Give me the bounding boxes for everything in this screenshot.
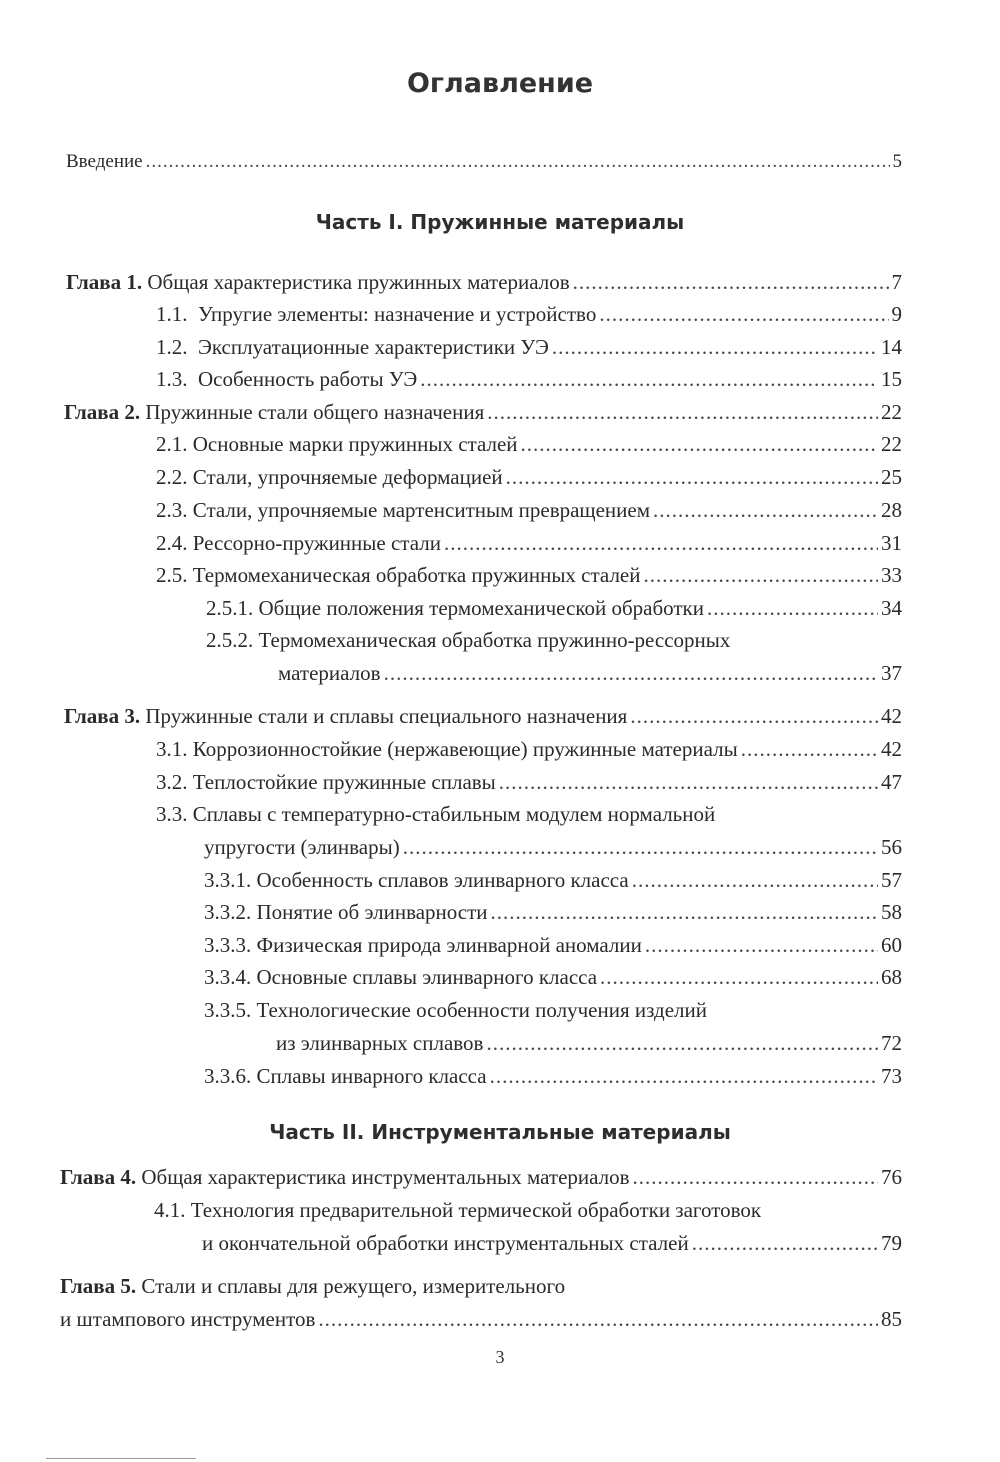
leader-dots <box>384 661 878 685</box>
leader-dots <box>521 432 878 456</box>
toc-entry-2-3[interactable] <box>156 498 902 522</box>
toc-entry-4-1-line1[interactable]: 4.1. Технология предварительной термической обработки заготовок <box>154 1198 762 1222</box>
toc-entry-4-1[interactable] <box>202 1231 902 1255</box>
toc-label: 3.3.2. Понятие об элинварности <box>204 900 488 924</box>
toc-label: 3.3.6. Сплавы инварного класса <box>204 1064 487 1088</box>
toc-label: 1.1. Упругие элементы: назначение и устройство <box>156 302 597 326</box>
leader-dots <box>653 498 878 522</box>
toc-entry-chapter-2[interactable] <box>64 400 902 424</box>
toc-label: из элинварных сплавов <box>276 1031 484 1055</box>
toc-page: 56 <box>881 835 902 859</box>
toc-page: 57 <box>881 868 902 892</box>
toc-label: Глава 3. Пружинные стали и сплавы специального назначения <box>64 704 628 728</box>
toc-page: 79 <box>881 1231 902 1255</box>
leader-dots <box>487 400 878 424</box>
toc-entry-3-3-5-line1[interactable]: 3.3.5. Технологические особенности получения изделий <box>204 998 707 1022</box>
toc-label: 3.3.4. Основные сплавы элинварного класса <box>204 965 598 989</box>
toc-entry-3-3-2[interactable] <box>204 900 902 924</box>
toc-page: 42 <box>881 704 902 728</box>
toc-page: 60 <box>881 933 902 957</box>
toc-entry-2-5-2[interactable] <box>278 661 902 685</box>
bottom-rule <box>46 1458 196 1459</box>
toc-label: 2.5.1. Общие положения термомеханической обработки <box>206 596 704 620</box>
toc-entry-3-1[interactable] <box>156 737 902 761</box>
toc-entry-2-4[interactable] <box>156 531 902 555</box>
leader-dots <box>506 465 878 489</box>
leader-dots <box>499 770 878 794</box>
toc-page: 9 <box>891 302 902 326</box>
toc-entry-3-3-5[interactable] <box>276 1031 902 1055</box>
leader-dots <box>444 531 878 555</box>
toc-page: 22 <box>881 432 902 456</box>
toc-page: 72 <box>881 1031 902 1055</box>
toc-page: 7 <box>891 270 902 294</box>
toc-entry-3-3[interactable] <box>204 835 902 859</box>
leader-dots <box>632 868 878 892</box>
toc-label: 1.3. Особенность работы УЭ <box>156 367 418 391</box>
leader-dots <box>318 1307 878 1331</box>
toc-page: 31 <box>881 531 902 555</box>
toc-label: 3.2. Теплостойкие пружинные сплавы <box>156 770 496 794</box>
leader-dots <box>420 367 878 391</box>
toc-label: 2.1. Основные марки пружинных сталей <box>156 432 518 456</box>
toc-page: 42 <box>881 737 902 761</box>
leader-dots <box>403 835 878 859</box>
toc-page: 85 <box>881 1307 902 1331</box>
leader-dots <box>645 933 878 957</box>
toc-label: упругости (элинвары) <box>204 835 400 859</box>
part-heading: Часть I. Пружинные материалы <box>315 210 685 234</box>
toc-entry-chapter-5[interactable] <box>60 1307 902 1331</box>
toc-page: 33 <box>881 563 902 587</box>
toc-entry-2-5-1[interactable] <box>206 596 902 620</box>
leader-dots <box>633 1165 878 1189</box>
toc-entry-3-3-6[interactable] <box>204 1064 902 1088</box>
toc-page: 22 <box>881 400 902 424</box>
toc-entry-2-2[interactable] <box>156 465 902 489</box>
toc-page: 34 <box>881 596 902 620</box>
toc-label: 3.3.3. Физическая природа элинварной аномалии <box>204 933 642 957</box>
toc-label: Глава 4. Общая характеристика инструментальных материалов <box>60 1165 630 1189</box>
toc-page: 73 <box>881 1064 902 1088</box>
leader-dots <box>741 737 878 761</box>
toc-label: Глава 2. Пружинные стали общего назначения <box>64 400 485 424</box>
toc-entry-chapter-3[interactable] <box>64 704 902 728</box>
toc-label: Глава 1. Общая характеристика пружинных материалов <box>66 270 570 294</box>
toc-page: 68 <box>881 965 902 989</box>
toc-label: 3.1. Коррозионностойкие (нержавеющие) пружинные материалы <box>156 737 738 761</box>
toc-label: 3.3.1. Особенность сплавов элинварного класса <box>204 868 629 892</box>
toc-entry-1-3[interactable] <box>156 367 902 391</box>
part-heading: Часть II. Инструментальные материалы <box>269 1120 731 1144</box>
leader-dots <box>486 1031 878 1055</box>
leader-dots <box>600 965 878 989</box>
leader-dots <box>599 302 888 326</box>
toc-label: 1.2. Эксплуатационные характеристики УЭ <box>156 335 549 359</box>
toc-entry-3-2[interactable] <box>156 770 902 794</box>
toc-entry-3-3-line1[interactable]: 3.3. Сплавы с температурно-стабильным модулем нормальной <box>156 802 716 826</box>
toc-entry-1-1[interactable] <box>156 302 902 326</box>
toc-entry-2-1[interactable] <box>156 432 902 456</box>
toc-entry-1-2[interactable] <box>156 335 902 359</box>
leader-dots <box>573 270 889 294</box>
toc-page: 15 <box>881 367 902 391</box>
toc-label: 2.2. Стали, упрочняемые деформацией <box>156 465 503 489</box>
toc-page: 47 <box>881 770 902 794</box>
toc-page: 37 <box>881 661 902 685</box>
toc-label: Введение <box>66 151 143 172</box>
toc-page: 5 <box>892 151 902 172</box>
page-number: 3 <box>495 1347 505 1367</box>
toc-entry-2-5[interactable] <box>156 563 902 587</box>
toc-entry-3-3-4[interactable] <box>204 965 902 989</box>
toc-entry-chapter-5-line1[interactable]: Глава 5. Стали и сплавы для режущего, измерительного <box>60 1274 566 1298</box>
leader-dots <box>552 335 878 359</box>
toc-label: и штампового инструментов <box>60 1307 316 1331</box>
toc-label: 2.4. Рессорно-пружинные стали <box>156 531 441 555</box>
toc-entry-chapter-1[interactable] <box>66 270 902 294</box>
leader-dots <box>692 1231 878 1255</box>
toc-label: 2.3. Стали, упрочняемые мартенситным превращением <box>156 498 651 522</box>
page-title: Оглавление <box>406 68 594 99</box>
toc-entry-3-3-3[interactable] <box>204 933 902 957</box>
toc-entry-3-3-1[interactable] <box>204 868 902 892</box>
leader-dots <box>643 563 878 587</box>
toc-label: материалов <box>278 661 381 685</box>
toc-entry-intro[interactable] <box>66 150 902 174</box>
toc-label: 2.5. Термомеханическая обработка пружинных сталей <box>156 563 641 587</box>
toc-page: 14 <box>881 335 902 359</box>
toc-page: 25 <box>881 465 902 489</box>
toc-entry-chapter-4[interactable] <box>60 1165 902 1189</box>
toc-entry-2-5-2-line1[interactable]: 2.5.2. Термомеханическая обработка пружинно-рессорных <box>206 628 731 652</box>
leader-dots <box>491 900 878 924</box>
toc-page: 58 <box>881 900 902 924</box>
leader-dots <box>630 704 878 728</box>
toc-page: 28 <box>881 498 902 522</box>
leader-dots <box>146 150 890 174</box>
toc-label: и окончательной обработки инструментальных сталей <box>202 1231 689 1255</box>
leader-dots <box>707 596 878 620</box>
toc-page: 76 <box>881 1165 902 1189</box>
leader-dots <box>490 1064 878 1088</box>
